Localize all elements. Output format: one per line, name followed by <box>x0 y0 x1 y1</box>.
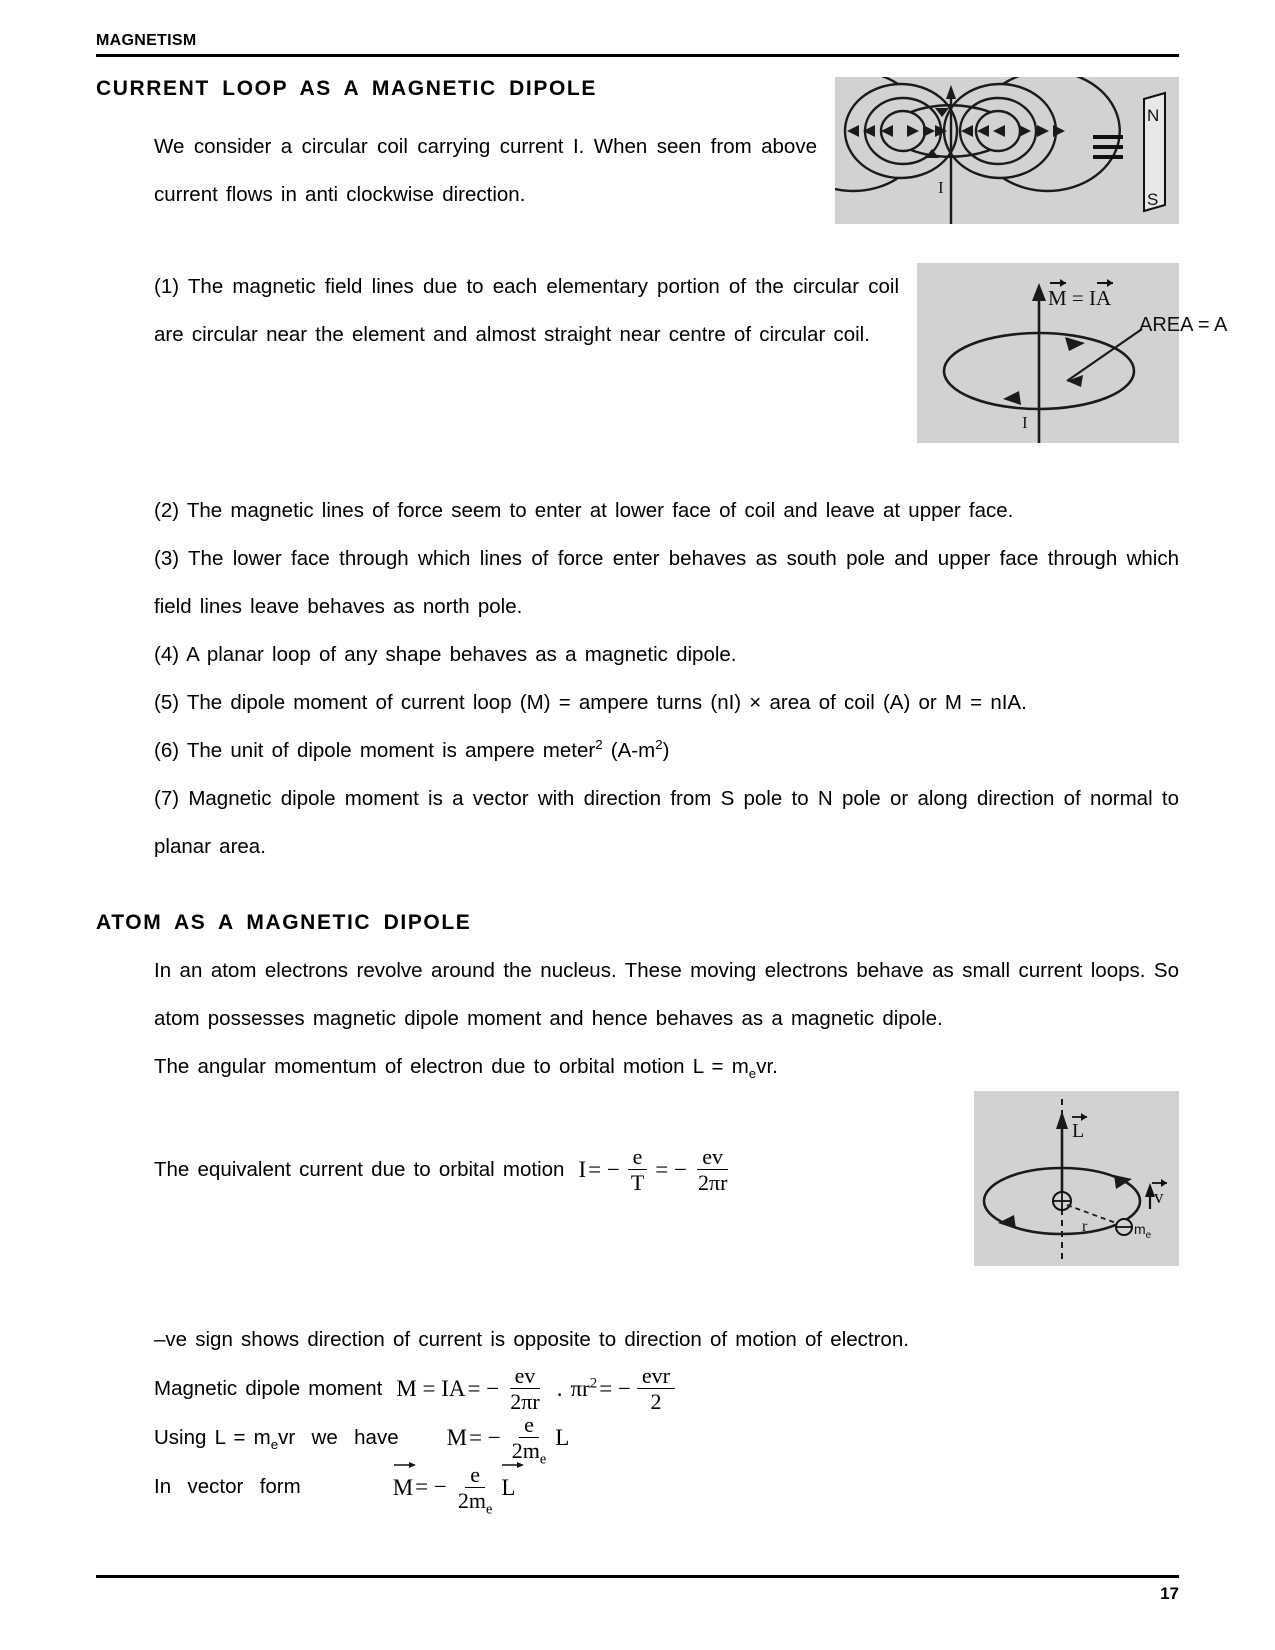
figure2-area-label: AREA = A <box>1139 314 1228 336</box>
intro-paragraph: We consider a circular coil carrying current I. When seen from above current flows in anti clockwise direction. <box>154 135 817 206</box>
atom-paragraph-2 <box>96 1043 1179 1091</box>
eq-dipole-frac2 <box>637 1364 675 1413</box>
figure-field-lines-bar-magnet <box>835 77 1179 224</box>
section-title-atom: ATOM AS A MAGNETIC DIPOLE <box>96 911 472 934</box>
point-6 <box>96 727 1179 775</box>
figure3-v-label: v <box>1154 1187 1164 1208</box>
eq-vector-eq1: = − <box>415 1474 447 1500</box>
point-4: (4) A planar loop of any shape behaves as a magnetic dipole. <box>154 643 737 666</box>
eq-current-f1-den: T <box>630 1170 645 1196</box>
eq-dipole-f2-num: evr <box>637 1364 675 1389</box>
equivalent-current-line <box>96 1145 956 1194</box>
eq-vector-den <box>453 1487 497 1518</box>
figure2-current-label: I <box>1022 413 1028 432</box>
using-L-post: vr we have <box>278 1425 399 1449</box>
svg-text:N: N <box>1147 106 1160 125</box>
eq-vector-den-sub: e <box>486 1501 493 1518</box>
point-7: (7) Magnetic dipole moment is a vector with direction from S pole to N pole or along direction of normal to planar area. <box>154 787 1179 858</box>
angular-momentum-pre: The angular momentum of electron due to orbital motion L = m <box>154 1055 749 1078</box>
eq-dipole-f2-den: 2 <box>650 1389 662 1415</box>
eq-current-f2-den: 2πr <box>697 1170 728 1196</box>
dipole-moment-label: Magnetic dipole moment <box>154 1376 383 1400</box>
eq-vector-tail-wrap <box>501 1462 515 1512</box>
eq-current-frac2 <box>693 1145 732 1194</box>
eq-dipole-f1-den: 2πr <box>510 1389 540 1415</box>
using-L-sub: e <box>270 1436 279 1452</box>
eq-current-eq1: = − <box>588 1156 620 1182</box>
using-L-equation <box>446 1412 570 1468</box>
eq-dipole-lhs: M = IA <box>396 1375 466 1401</box>
vector-form-line <box>96 1461 1179 1518</box>
figure2-M-label: M = IA <box>1048 286 1112 310</box>
eq-vector-lhs: M <box>392 1475 414 1501</box>
eq-usingL-den-sub: e <box>539 1451 547 1468</box>
page-number: 17 <box>1160 1584 1179 1603</box>
using-L-line <box>96 1412 1179 1468</box>
negative-sign-note: –ve sign shows direction of current is opposite to direction of motion of electron. <box>154 1328 909 1351</box>
vector-arrow-icon-M <box>393 1460 417 1469</box>
equivalent-current-label: The equivalent current due to orbital motion <box>154 1157 565 1181</box>
angular-momentum-sub: e <box>748 1066 757 1082</box>
atom-paragraph-1: In an atom electrons revolve around the nucleus. These moving electrons behave as small current loops. So atom possesses magnetic dipole moment and hence behaves as a magnetic dipole. <box>154 959 1179 1030</box>
point-6-post: ) <box>662 739 670 762</box>
nucleus-icon <box>1053 1192 1071 1210</box>
eq-vector-den-pre: 2m <box>457 1487 486 1513</box>
running-head: MAGNETISM <box>96 32 197 49</box>
bar-magnet-icon <box>1144 93 1165 211</box>
dipole-moment-line <box>96 1364 1179 1413</box>
vector-arrow-icon-L <box>501 1460 525 1469</box>
point-6-pre: (6) The unit of dipole moment is ampere meter <box>154 739 596 762</box>
figure3-me-label: $m_e$ <box>1134 1221 1152 1241</box>
eq-usingL-lhs: M <box>446 1424 468 1450</box>
using-L-label <box>154 1414 399 1462</box>
eq-vector-frac <box>453 1461 497 1518</box>
point-3: (3) The lower face through which lines of force enter behaves as south pole and upper face through which field lines leave behaves as north pole. <box>154 547 1179 618</box>
eq-dipole-mid-pre: πr <box>570 1375 590 1401</box>
eq-current-frac1 <box>626 1145 649 1194</box>
page-footer <box>96 1575 1179 1604</box>
eq-dipole-mid-sup: 2 <box>589 1374 598 1391</box>
equivalent-current-equation <box>578 1145 736 1194</box>
page-title: CURRENT LOOP AS A MAGNETIC DIPOLE <box>96 77 597 100</box>
eq-vector-lhs-wrap <box>393 1462 413 1512</box>
figure-field-lines-svg <box>835 77 1179 224</box>
eq-dipole-f1-num: ev <box>510 1364 541 1389</box>
eq-dipole-eq2: = − <box>599 1375 631 1401</box>
eq-dipole-dot: . <box>556 1375 563 1401</box>
figure-electron-orbit <box>974 1091 1179 1266</box>
eq-usingL-eq1: = − <box>469 1424 501 1450</box>
eq-vector-num: e <box>465 1463 485 1488</box>
figure3-L-label: L <box>1072 1120 1085 1142</box>
angular-momentum-post: vr. <box>756 1055 778 1078</box>
eq-usingL-tail: L <box>555 1424 570 1450</box>
electron-icon <box>1116 1219 1132 1235</box>
vector-form-label: In vector form <box>154 1475 301 1499</box>
point-1: (1) The magnetic field lines due to each elementary portion of the circular coil are circular near the element and almost straight near centre of circular coil. <box>154 275 899 346</box>
eq-usingL-den-pre: 2m <box>511 1438 540 1464</box>
eq-usingL-frac <box>507 1412 551 1468</box>
point-5: (5) The dipole moment of current loop (M) = ampere turns (nI) × area of coil (A) or M = nIA. <box>154 691 1027 714</box>
header-rule <box>96 54 1179 57</box>
point-6-sup2: 2 <box>655 737 663 753</box>
using-L-pre: Using L = m <box>154 1425 271 1449</box>
point-6-mid: (A-m <box>602 739 656 762</box>
figure-dipole-moment-svg <box>917 263 1247 443</box>
eq-dipole-mid <box>570 1365 597 1413</box>
vector-form-equation <box>392 1461 516 1518</box>
figure-electron-orbit-svg <box>974 1091 1179 1266</box>
eq-current-eq2: = − <box>655 1156 687 1182</box>
eq-dipole-eq1: = − <box>467 1375 500 1401</box>
eq-usingL-den <box>507 1438 551 1468</box>
eq-dipole-frac1 <box>505 1364 544 1413</box>
svg-text:S: S <box>1147 190 1159 209</box>
dipole-moment-equation <box>396 1364 679 1413</box>
eq-current-lhs: I <box>578 1156 587 1182</box>
point-2: (2) The magnetic lines of force seem to enter at lower face of coil and leave at upper face. <box>154 499 1014 522</box>
figure-dipole-moment-loop <box>917 263 1228 443</box>
eq-vector-tail: L <box>501 1475 516 1501</box>
footer-rule <box>96 1575 1179 1578</box>
eq-current-f2-num: ev <box>697 1145 728 1170</box>
figure3-r-label: r <box>1082 1218 1088 1235</box>
eq-current-f1-num: e <box>628 1145 648 1170</box>
eq-usingL-num: e <box>519 1413 539 1438</box>
point-6-sup1: 2 <box>595 737 603 753</box>
figure1-current-label: I <box>938 178 944 197</box>
